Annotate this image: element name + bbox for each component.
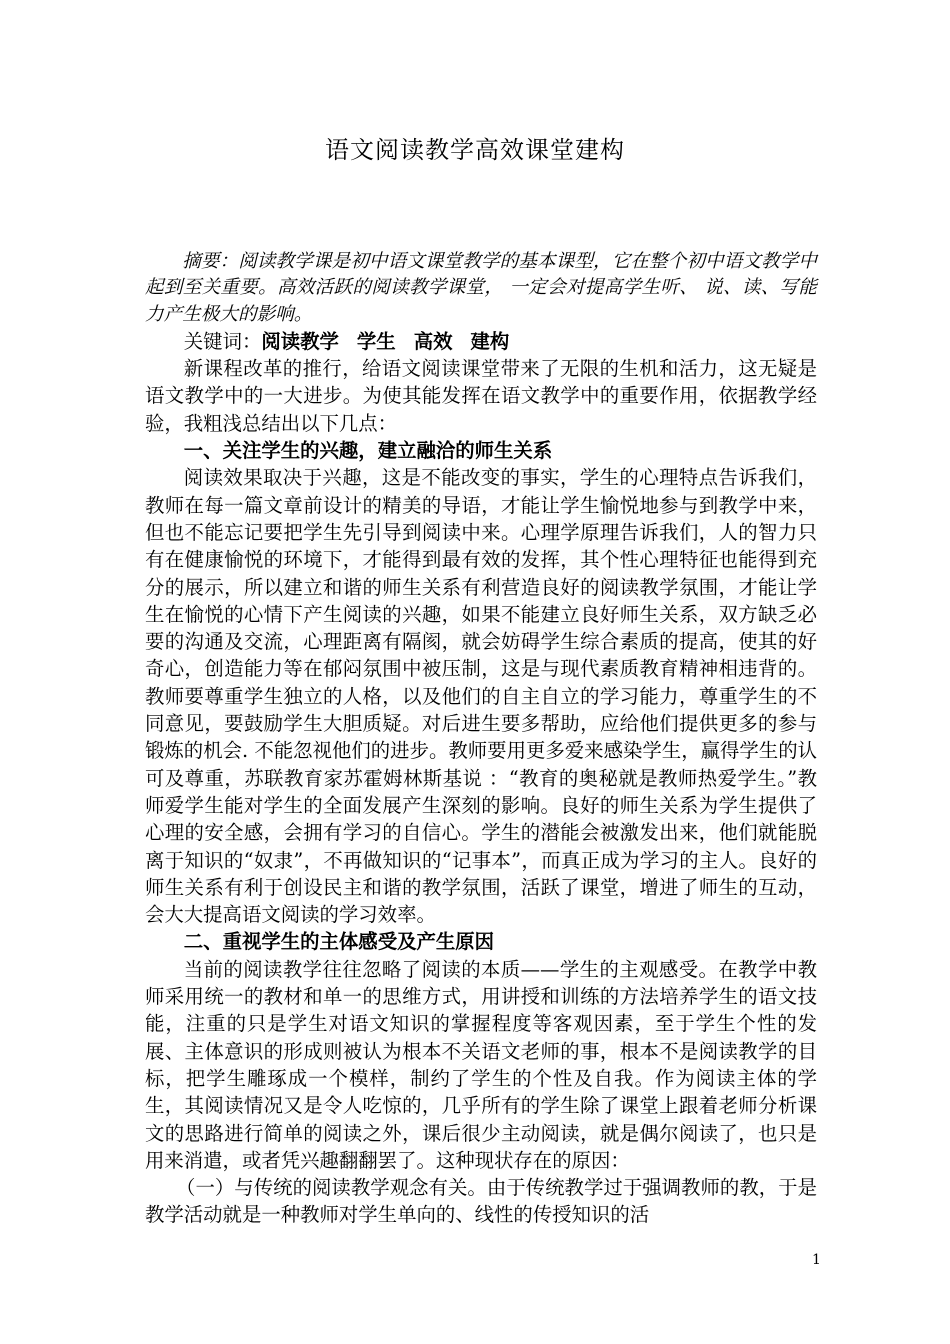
keywords-line — [145, 328, 817, 355]
section-2-paragraph: 当前的阅读教学往往忽略了阅读的本质——学生的主观感受。在教学中教师采用统一的教材和单一的思维方式，用讲授和训练的方法培养学生的语文技能，注重的只是学生对语文知识的掌握程度等客观因素，至于学生个性的发展、主体意识的形成则被认为根本不关语文老师的事，根本不是阅读教学的目标，把学生雕琢成一个模样，制约了学生的个性及自我。作为阅读主体的学生，其阅读情况又是令人吃惊的，几乎所有的学生除了课堂上跟着老师分析课文的思路进行简单的阅读之外，课后很少主动阅读，就是偶尔阅读了，也只是用来消遣，或者凭兴趣翻翻罢了。这种现状存在的原因： — [145, 957, 817, 1172]
subsection-1-paragraph: （一）与传统的阅读教学观念有关。由于传统教学过于强调教师的教，于是教学活动就是一种教师对学生单向的、线性的传授知识的活 — [145, 1176, 817, 1227]
keyword-term: 高效 — [413, 329, 453, 353]
section-heading-2: 二、重视学生的主体感受及产生原因 — [183, 930, 495, 954]
document-body — [145, 249, 817, 1229]
page-number: 1 — [812, 1252, 821, 1268]
keyword-term: 阅读教学 — [261, 329, 339, 353]
intro-paragraph: 新课程改革的推行，给语文阅读课堂带来了无限的生机和活力，这无疑是语文教学中的一大进步。为使其能发挥在语文教学中的重要作用，依据教学经验，我粗浅总结出以下几点： — [145, 357, 817, 435]
abstract-paragraph: 摘要：阅读教学课是初中语文课堂教学的基本课型，它在整个初中语文教学中起到至关重要。高效活跃的阅读教学课堂， 一定会对提高学生听、 说、读、写能力产生极大的影响。 — [145, 251, 817, 325]
section-1-paragraph: 阅读效果取决于兴趣，这是不能改变的事实，学生的心理特点告诉我们，教师在每一篇文章前设计的精美的导语，才能让学生愉悦地参与到教学中来，但也不能忘记要把学生先引导到阅读中来。心理学原理告诉我们，人的智力只有在健康愉悦的环境下，才能得到最有效的发挥，其个性心理特征也能得到充分的展示，所以建立和谐的师生关系有利营造良好的阅读教学氛围，才能让学生在愉悦的心情下产生阅读的兴趣，如果不能建立良好师生关系，双方缺乏必要的沟通及交流，心理距离有隔阂，就会妨碍学生综合素质的提高，使其的好奇心，创造能力等在郁闷氛围中被压制，这是与现代素质教育精神相违背的。教师要尊重学生独立的人格，以及他们的自主自立的学习能力，尊重学生的不同意见，要鼓励学生大胆质疑。对后进生要多帮助，应给他们提供更多的参与锻炼的机会. 不能忽视他们的进步。教师要用更多爱来感染学生，赢得学生的认可及尊重，苏联教育家苏霍姆林斯基说 ：“教育的奥秘就是教师热爱学生。”教师爱学生能对学生的全面发展产生深刻的影响。良好的师生关系为学生提供了心理的安全感，会拥有学习的自信心。学生的潜能会被激发出来，他们就能脱离于知识的“奴隶”，不再做知识的“记事本”，而真正成为学习的主人。良好的师生关系有利于创设民主和谐的教学氛围，活跃了课堂，增进了师生的互动， 会大大提高语文阅读的学习效率。 — [145, 466, 817, 927]
keyword-term: 建构 — [470, 329, 510, 353]
keyword-term: 学生 — [356, 329, 396, 353]
document-title: 语文阅读教学高效课堂建构 — [325, 136, 625, 164]
section-heading-1: 一、关注学生的兴趣，建立融洽的师生关系 — [183, 439, 553, 463]
keywords-label: 关键词： — [183, 329, 262, 353]
